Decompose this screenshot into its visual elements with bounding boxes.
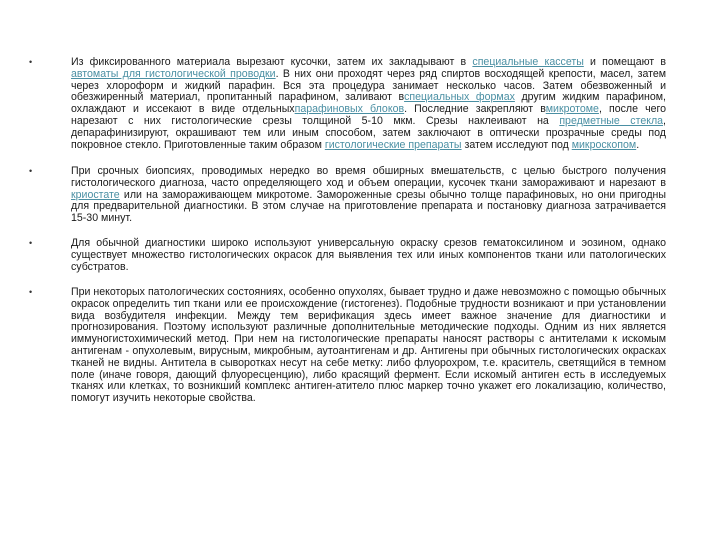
bullet-marker: • bbox=[29, 238, 33, 248]
inline-link[interactable]: предметные стекла bbox=[559, 114, 664, 127]
bullet-marker: • bbox=[29, 166, 33, 176]
inline-link[interactable]: микроскопом bbox=[571, 138, 637, 151]
inline-link[interactable]: криостате bbox=[71, 188, 120, 201]
paragraph-text: Для обычной диагностики широко используют универсальную окраску срезов гематоксилином и эозином, однако существует множество гистологических окрасок для выявления тех или иных компонентов ткани или патологических субстратов. bbox=[71, 237, 666, 273]
paragraph-text: При некоторых патологических состояниях, особенно опухолях, бывает трудно и даже невозможно с помощью обычных окрасок определить тип ткани или ее происхождение (гистогенез). Подобные трудности возникают и при установлении вида возбудителя инфекции. Между тем верификация здесь имеет важное значение для диагностики и прогнозирования. Поэтому используют различные дополнительные методические подходы. Одним из них является иммуногистохимический метод. При нем на гистологические препараты наносят растворы с антителами к искомым антигенам - опухолевым, вирусным, микробным, аутоантигенам и др. Антигены при обычных гистологических окрасках тканей не видны. Антитела в сывороткax несут на себе метку: либо флуорохром, т.е. краситель, светящийся в темном поле (иначе говоря, дающий флуоресценцию), либо красящий фермент. Если искомый антиген есть в исследуемых тканях или клетках, то возникший комплекс антиген-атитело плюс маркер точно укажет его локализацию, количество, помогут изучить некоторые свойства. bbox=[71, 286, 666, 405]
inline-link[interactable]: парафиновых блоков bbox=[294, 103, 405, 116]
paragraph-text: Из фиксированного материала вырезают кусочки, затем их закладывают в специальные кассеты и помещают в автоматы для гистологической проводки. В них они проходят через ряд спиртов восходящей крепости, масел, затем через хлороформ и жидкий парафин. Вся эта процедура занимает несколько часов. Затем обезвоженный и обезжиренный материал, пропитанный парафином, заливают вспециальных формах другим жидким парафином, охлаждают и иссекают в виде отдельныхпарафиновых блоков. Последние закрепляют вмикротоме, после чего нарезают с них гистологические срезы толщиной 5-10 мкм. Срезы наклеивают на предметные стекла, депарафинизируют, окрашивают тем или иным способом, затем заключают в оптически прозрачные среды под покровное стекло. Приготовленные таким образом гистологические препараты затем исследуют под микроскопом. bbox=[71, 56, 667, 151]
inline-link[interactable]: специальные кассеты bbox=[472, 56, 584, 68]
inline-link[interactable]: специальных формах bbox=[404, 91, 515, 104]
paragraph-text: При срочных биопсиях, проводимых нередко во время обширных вмешательств, с целью быстрого получения гистологического диагноза, часто определяющего ход и объем операции, кусочек ткани замораживают и нарезают в криостате или на замораживающем микротоме. Замороженные срезы обычно толще парафиновых, но они пригодны для предварительной диагностики. В этом случае на приготовление препарата и постановку диагноза затрачивается 15-30 минут. bbox=[71, 165, 666, 225]
inline-link[interactable]: микротоме bbox=[545, 103, 599, 116]
inline-link[interactable]: гистологические препараты bbox=[324, 138, 462, 151]
bullet-marker: • bbox=[29, 287, 33, 297]
inline-link[interactable]: автоматы для гистологической проводки bbox=[71, 67, 276, 80]
bullet-marker: • bbox=[29, 57, 33, 67]
